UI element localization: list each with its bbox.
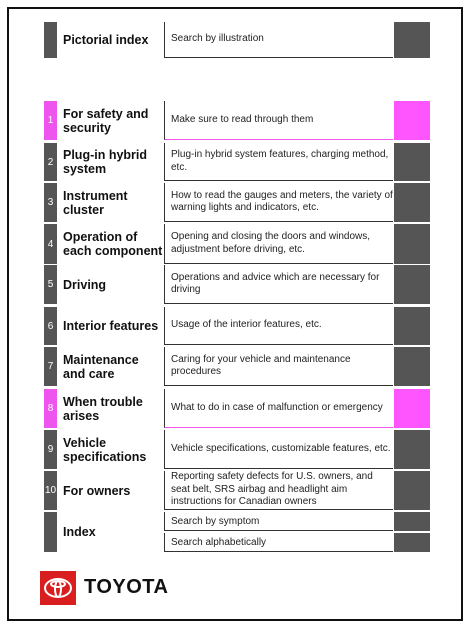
section-row-4[interactable]: [44, 224, 430, 264]
section-desc: Plug-in hybrid system features, charging method, etc.: [164, 143, 393, 181]
pictorial-index-title: Pictorial index: [63, 33, 149, 47]
pictorial-index-desc: Search by illustration: [164, 22, 393, 58]
section-title: Instrument cluster: [63, 188, 128, 217]
section-tab[interactable]: [394, 101, 430, 140]
section-tab[interactable]: [394, 389, 430, 428]
alphabetical-tab[interactable]: [394, 533, 430, 552]
section-title: Driving: [63, 277, 107, 292]
section-title: Vehicle specifications: [63, 435, 147, 464]
section-desc: Operations and advice which are necessary for driving: [164, 265, 393, 304]
section-tab[interactable]: [394, 143, 430, 181]
section-tab[interactable]: [394, 471, 430, 510]
section-tab[interactable]: [394, 307, 430, 345]
section-row-8[interactable]: [44, 389, 430, 428]
search-alphabetically-link[interactable]: Search alphabetically: [164, 533, 393, 552]
section-row-2[interactable]: [44, 143, 430, 181]
section-title: For safety and security: [63, 106, 149, 135]
section-desc: Caring for your vehicle and maintenance procedures: [164, 347, 393, 386]
section-title: For owners: [63, 483, 131, 498]
section-desc: Opening and closing the doors and windows, adjustment before driving, etc.: [164, 224, 393, 264]
section-tab[interactable]: [394, 347, 430, 386]
section-number: 8: [44, 389, 57, 428]
symptom-tab[interactable]: [394, 512, 430, 531]
index-title: Index: [63, 525, 96, 539]
section-tab[interactable]: [394, 183, 430, 222]
section-marker: [44, 512, 57, 552]
section-number: 10: [44, 471, 57, 510]
section-tab[interactable]: [394, 265, 430, 304]
section-number: 7: [44, 347, 57, 386]
section-desc: Reporting safety defects for U.S. owners, and seat belt, SRS airbag and headlight aim instructions for Canadian owners: [164, 471, 393, 510]
section-title: Maintenance and care: [63, 352, 139, 381]
section-desc: How to read the gauges and meters, the variety of warning lights and indicators, etc.: [164, 183, 393, 222]
section-number: 6: [44, 307, 57, 345]
pictorial-index-row[interactable]: [44, 22, 430, 58]
section-row-9[interactable]: [44, 430, 430, 469]
section-desc: Usage of the interior features, etc.: [164, 307, 393, 345]
section-desc: What to do in case of malfunction or emergency: [164, 389, 393, 428]
section-desc: Make sure to read through them: [164, 101, 393, 140]
section-number: 1: [44, 101, 57, 140]
section-number: 9: [44, 430, 57, 469]
section-tab[interactable]: [394, 224, 430, 264]
search-by-symptom-link[interactable]: Search by symptom: [164, 512, 393, 531]
section-row-10[interactable]: [44, 471, 430, 510]
section-title: Operation of each component: [63, 230, 163, 258]
section-number: 5: [44, 265, 57, 304]
toyota-logo-icon: [40, 571, 76, 605]
section-row-3[interactable]: [44, 183, 430, 222]
section-marker: [44, 22, 57, 58]
section-title: When trouble arises: [63, 394, 143, 423]
section-title: Plug-in hybrid system: [63, 148, 148, 176]
section-number: 4: [44, 224, 57, 264]
section-number: 3: [44, 183, 57, 222]
pictorial-index-tab[interactable]: [394, 22, 430, 58]
section-row-5[interactable]: [44, 265, 430, 304]
section-row-1[interactable]: [44, 101, 430, 140]
section-number: 2: [44, 143, 57, 181]
brand-name: TOYOTA: [84, 576, 169, 598]
section-row-6[interactable]: [44, 307, 430, 345]
index-row: [44, 512, 430, 552]
section-desc: Vehicle specifications, customizable features, etc.: [164, 430, 393, 469]
section-row-7[interactable]: [44, 347, 430, 386]
section-title: Interior features: [63, 319, 159, 333]
section-tab[interactable]: [394, 430, 430, 469]
